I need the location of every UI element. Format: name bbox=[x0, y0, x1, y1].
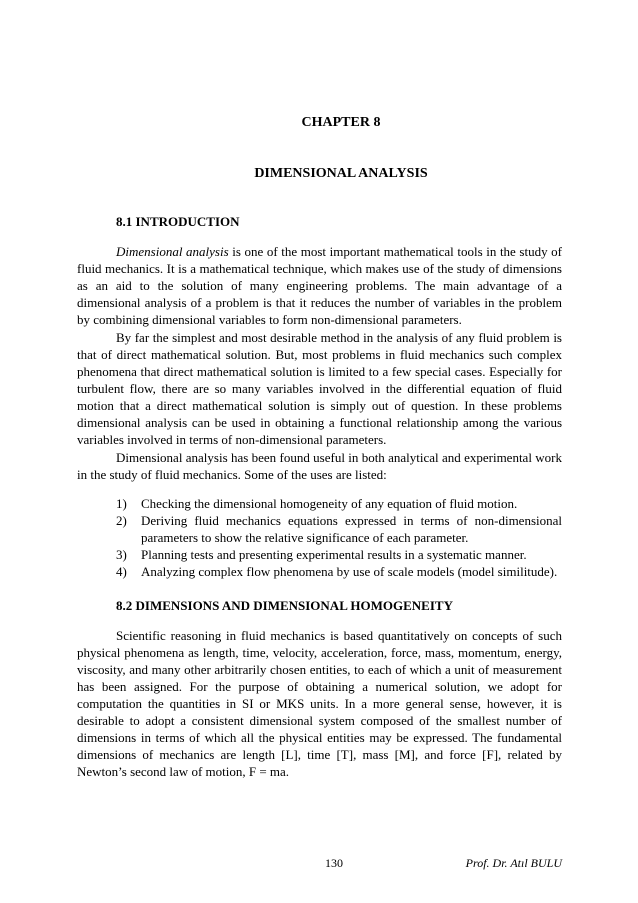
list-item bbox=[116, 495, 562, 512]
list-item-text: Deriving fluid mechanics equations expressed in terms of non-dimensional parameters to show the relative significance of each parameter. bbox=[141, 513, 562, 545]
list-item bbox=[116, 546, 562, 563]
list-item bbox=[116, 512, 562, 546]
paragraph-dimensions-1: Scientific reasoning in fluid mechanics is based quantitatively on concepts of such physical phenomena as length, time, velocity, acceleration, force, mass, momentum, energy, viscosity, and many other arbitrarily chosen entities, to each of which a unit of measurement has been assigned. For the purpose of obtaining a numerical solution, we adopt for computation the quantities in SI or MKS units. In a more general sense, however, it is desirable to adopt a consistent dimensional system composed of the smallest number of dimensions in terms of which all the physical entities may be expressed. The fundamental dimensions of mechanics are length [L], time [T], mass [M], and force [F], related by Newton’s second law of motion, F = ma. bbox=[77, 628, 562, 779]
chapter-label: CHAPTER 8 bbox=[301, 115, 381, 130]
chapter-title: DIMENSIONAL ANALYSIS bbox=[254, 166, 428, 181]
paragraph-introduction-3: Dimensional analysis has been found useful in both analytical and experimental work in the study of fluid mechanics. Some of the uses are listed: bbox=[77, 450, 562, 482]
section-heading-introduction: 8.1 INTRODUCTION bbox=[116, 214, 240, 229]
paragraph-text: is one of the most important mathematical tools in the study of fluid mechanics. It is a mathematical technique, which makes use of the study of dimensions as an aid to the solution of many engineering problems. The main advantage of a dimensional analysis of a problem is that it reduces the number of variables in the problem by combining dimensional variables to form non-dimensional parameters. bbox=[77, 244, 563, 327]
footer-author: Prof. Dr. Atıl BULU bbox=[465, 856, 562, 870]
section-heading-dimensions: 8.2 DIMENSIONS AND DIMENSIONAL HOMOGENEITY bbox=[116, 598, 453, 613]
list-item-number: 1) bbox=[116, 496, 127, 511]
list-item-text: Planning tests and presenting experimental results in a systematic manner. bbox=[141, 547, 527, 562]
list-item-number: 4) bbox=[116, 564, 127, 579]
list-item-text: Analyzing complex flow phenomena by use of scale models (model similitude). bbox=[141, 564, 558, 579]
page-number: 130 bbox=[325, 856, 343, 870]
list-item bbox=[116, 563, 562, 580]
list-item-number: 3) bbox=[116, 547, 127, 562]
paragraph-introduction-1 bbox=[77, 243, 562, 328]
list-item-text: Checking the dimensional homogeneity of any equation of fluid motion. bbox=[141, 496, 518, 511]
uses-list bbox=[116, 495, 562, 580]
paragraph-introduction-2: By far the simplest and most desirable method in the analysis of any fluid problem is that of direct mathematical solution. But, most problems in fluid mechanics such complex phenomena that direct mathematical solution is limited to a few special cases. Especially for turbulent flow, there are so many variables involved in the differential equation of fluid motion that a direct mathematical solution is simply out of question. In these problems dimensional analysis can be used in obtaining a functional relationship among the various variables involved in terms of non-dimensional parameters. bbox=[77, 330, 562, 447]
term-dimensional-analysis: Dimensional analysis bbox=[116, 244, 229, 259]
list-item-number: 2) bbox=[116, 513, 127, 528]
